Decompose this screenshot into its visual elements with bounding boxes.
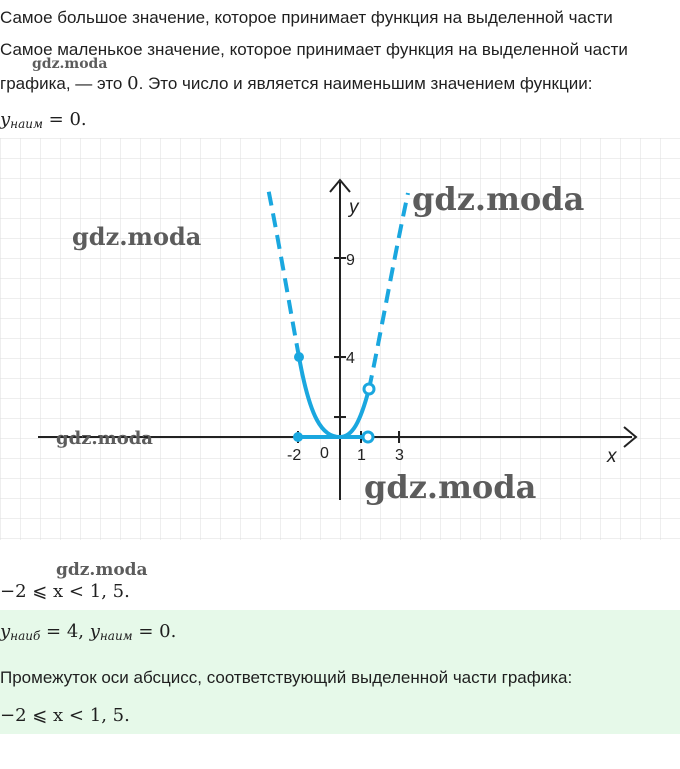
x-tick-label: -2: [287, 447, 302, 464]
ymin-formula: [0, 110, 87, 134]
point-filled-curve: [294, 352, 304, 362]
x-tick-label: 3: [395, 447, 404, 464]
text-line-3-suffix: . Это число и является наименьшим значением функции:: [138, 74, 593, 93]
answer-yb-symbol: y: [0, 621, 11, 642]
ymin-sub: наим: [10, 117, 43, 131]
watermark: gdz.moda: [364, 468, 537, 506]
answer-yb-eq: = 4,: [40, 621, 90, 642]
ymin-eq: = 0.: [42, 109, 87, 130]
x-tick-label: 1: [357, 447, 366, 464]
answer-block: [0, 610, 680, 734]
answer-ym-symbol: y: [89, 621, 100, 642]
answer-ym-sub: наим: [99, 629, 133, 643]
answer-values: [0, 622, 176, 646]
text-line-1: Самое большое значение, которое принимает функция на выделенной части: [0, 8, 613, 27]
text-line-2: Самое маленькое значение, которое принимает функция на выделенной части: [0, 40, 628, 59]
x-tick-label: 0: [320, 445, 329, 462]
watermark: gdz.moda: [72, 222, 202, 251]
text-line-3-prefix: графика, — это: [0, 74, 123, 93]
x-axis-label: x: [607, 446, 617, 467]
watermark: gdz.moda: [56, 560, 148, 580]
answer-text: Промежуток оси абсцисс, соответствующий выделенной части графика:: [0, 668, 573, 687]
point-open-curve: [364, 384, 374, 394]
text-line-3-value: 0: [127, 73, 139, 94]
y-axis-label: y: [349, 197, 359, 218]
ymin-symbol: y: [0, 109, 11, 130]
answer-yb-sub: наиб: [10, 629, 41, 643]
answer-ym-eq: = 0.: [132, 621, 177, 642]
answer-interval: −2 ⩽ x < 1, 5.: [0, 705, 130, 726]
text-line-3: [0, 74, 592, 94]
y-tick-label: 9: [346, 252, 355, 269]
interval-text: −2 ⩽ x < 1, 5.: [0, 581, 130, 602]
point-filled-axis: [293, 432, 303, 442]
watermark: gdz.moda: [56, 428, 153, 449]
point-open-axis: [363, 432, 373, 442]
watermark: gdz.moda: [412, 180, 585, 218]
watermark: gdz.moda: [32, 56, 108, 72]
y-tick-label: 4: [346, 350, 355, 367]
